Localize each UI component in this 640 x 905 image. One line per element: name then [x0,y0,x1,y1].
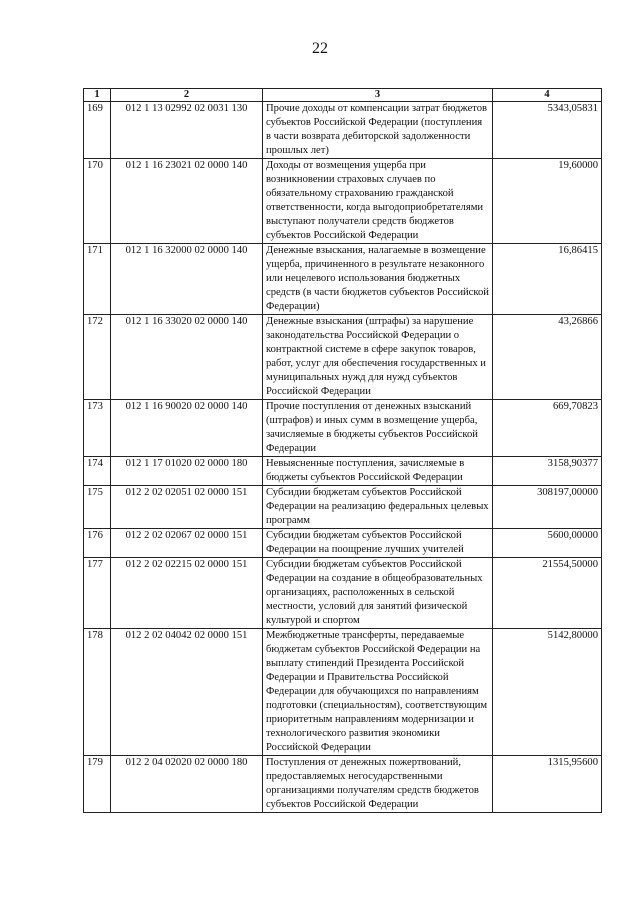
table-row [84,558,602,629]
column-header-4: 4 [493,89,602,102]
row-number: 175 [84,486,111,529]
row-amount: 1315,95600 [493,756,602,813]
row-description: Субсидии бюджетам субъектов Российской Федерации на реализацию федеральных целевых программ [263,486,493,529]
table-row [84,486,602,529]
budget-code: 012 1 17 01020 02 0000 180 [111,457,263,486]
row-amount: 5600,00000 [493,529,602,558]
table-row [84,400,602,457]
row-description: Невыясненные поступления, зачисляемые в бюджеты субъектов Российской Федерации [263,457,493,486]
row-amount: 308197,00000 [493,486,602,529]
row-number: 178 [84,629,111,756]
budget-code: 012 1 16 23021 02 0000 140 [111,159,263,244]
row-number: 171 [84,244,111,315]
budget-code: 012 2 04 02020 02 0000 180 [111,756,263,813]
table-header-row [84,89,602,102]
row-number: 170 [84,159,111,244]
revenue-table [83,88,602,813]
row-amount: 16,86415 [493,244,602,315]
column-header-2: 2 [111,89,263,102]
row-description: Денежные взыскания (штрафы) за нарушение законодательства Российской Федерации о контрактной системе в сфере закупок товаров, работ, услуг для обеспечения государственных и муниципальных нужд для нужд субъектов Российской Федерации [263,315,493,400]
table-row [84,756,602,813]
table-row [84,629,602,756]
row-amount: 21554,50000 [493,558,602,629]
row-description: Денежные взыскания, налагаемые в возмещение ущерба, причиненного в результате незаконного или нецелевого использования бюджетных средств (в части бюджетов субъектов Российской Федерации) [263,244,493,315]
row-number: 169 [84,102,111,159]
row-amount: 5142,80000 [493,629,602,756]
row-number: 174 [84,457,111,486]
table-row [84,457,602,486]
table-row [84,244,602,315]
row-number: 173 [84,400,111,457]
table-row [84,315,602,400]
row-description: Межбюджетные трансферты, передаваемые бюджетам субъектов Российской Федерации на выплату стипендий Президента Российской Федерации и Правительства Российской Федерации для обучающихся по направлениям подготовки (специальностям), соответствующим приоритетным направлениям модернизации и технологического развития экономики Российской Федерации [263,629,493,756]
table-row [84,102,602,159]
row-number: 179 [84,756,111,813]
row-amount: 5343,05831 [493,102,602,159]
table-row [84,529,602,558]
column-header-1: 1 [84,89,111,102]
budget-code: 012 1 16 90020 02 0000 140 [111,400,263,457]
row-description: Субсидии бюджетам субъектов Российской Федерации на создание в общеобразовательных организациях, расположенных в сельской местности, условий для занятий физической культурой и спортом [263,558,493,629]
budget-code: 012 2 02 02067 02 0000 151 [111,529,263,558]
page-number: 22 [312,40,328,57]
budget-code: 012 1 16 33020 02 0000 140 [111,315,263,400]
table-row [84,159,602,244]
row-description: Прочие поступления от денежных взысканий (штрафов) и иных сумм в возмещение ущерба, зачисляемые в бюджеты субъектов Российской Федерации [263,400,493,457]
row-number: 172 [84,315,111,400]
row-number: 176 [84,529,111,558]
budget-code: 012 1 16 32000 02 0000 140 [111,244,263,315]
column-header-3: 3 [263,89,493,102]
row-description: Прочие доходы от компенсации затрат бюджетов субъектов Российской Федерации (поступления в части возврата дебиторской задолженности прошлых лет) [263,102,493,159]
row-amount: 669,70823 [493,400,602,457]
row-description: Доходы от возмещения ущерба при возникновении страховых случаев по обязательному страхованию гражданской ответственности, когда выгодоприобретателями выступают получатели средств бюджетов субъектов Российской Федерации [263,159,493,244]
budget-code: 012 2 02 02051 02 0000 151 [111,486,263,529]
row-description: Поступления от денежных пожертвований, предоставляемых негосударственными организациями получателям средств бюджетов субъектов Российской Федерации [263,756,493,813]
row-amount: 43,26866 [493,315,602,400]
budget-code: 012 2 02 04042 02 0000 151 [111,629,263,756]
budget-code: 012 1 13 02992 02 0031 130 [111,102,263,159]
row-amount: 19,60000 [493,159,602,244]
budget-code: 012 2 02 02215 02 0000 151 [111,558,263,629]
row-number: 177 [84,558,111,629]
row-amount: 3158,90377 [493,457,602,486]
row-description: Субсидии бюджетам субъектов Российской Федерации на поощрение лучших учителей [263,529,493,558]
